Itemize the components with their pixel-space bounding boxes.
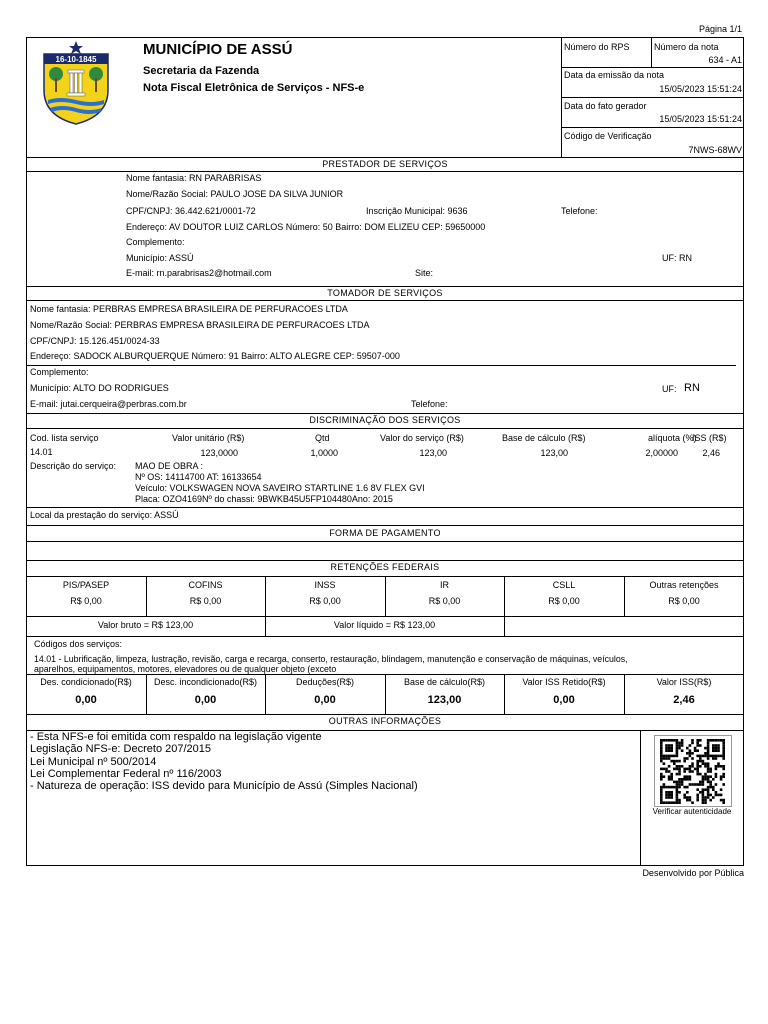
secretariat: Secretaria da Fazenda: [143, 65, 260, 77]
outras-section-title: OUTRAS INFORMAÇÕES: [328, 716, 442, 726]
emissao-value: 15/05/2023 15:51:24: [659, 84, 742, 94]
col-base-calculo: Base de cálculo (R$): [502, 433, 586, 443]
tomador-telefone: Telefone:: [411, 399, 448, 409]
prestador-municipio: Município: ASSÚ: [126, 253, 194, 263]
retencoes-section-title: RETENÇÕES FEDERAIS: [330, 562, 440, 572]
val-aliquota: 2,00000: [645, 448, 678, 458]
col-qtd: Qtd: [315, 433, 330, 443]
tomador-fantasia: Nome fantasia: PERBRAS EMPRESA BRASILEIRA DE PERFURACOES LTDA: [30, 304, 348, 314]
retencao-pis-value: R$ 0,00: [70, 596, 102, 606]
page-number: Página 1/1: [698, 24, 742, 34]
frame-bottom: [26, 865, 744, 866]
val-iss: 2,46: [702, 448, 720, 458]
tomador-endereco: Endereço: SADOCK ALBURQUERQUE Número: 91 Bairro: ALTO ALEGRE CEP: 59507-000: [30, 351, 400, 361]
rps-label: Número do RPS: [564, 42, 630, 52]
descricao-line: Nº OS: 14114700 AT: 16133654: [135, 472, 262, 482]
svg-text:16-10-1845: 16-10-1845: [55, 55, 97, 64]
line: [640, 730, 641, 865]
discriminacao-section-title: DISCRIMINAÇÃO DOS SERVIÇOS: [309, 415, 461, 425]
prestador-inscricao: Inscrição Municipal: 9636: [366, 206, 468, 216]
prestador-uf: UF: RN: [662, 253, 692, 263]
retencao-ir-label: IR: [440, 580, 449, 590]
col-iss: ISS (R$): [692, 433, 727, 443]
outras-line: Lei Municipal nº 500/2014: [30, 756, 157, 768]
col-valor-unitario: Valor unitário (R$): [172, 433, 245, 443]
tomador-municipio: Município: ALTO DO RODRIGUES: [30, 383, 169, 393]
verificacao-label: Código de Verificação: [564, 131, 652, 141]
total-des-condicionado-value: 0,00: [75, 694, 97, 706]
footer-credit: Desenvolvido por Pública: [642, 868, 744, 878]
retencao-outras-value: R$ 0,00: [668, 596, 700, 606]
total-desc-incondicionado-value: 0,00: [194, 694, 217, 706]
outras-line: - Esta NFS-e foi emitida com respaldo na legislação vigente: [30, 731, 322, 743]
col-valor-servico: Valor do serviço (R$): [380, 433, 464, 443]
verificacao-code: 7NWS-68WV: [688, 145, 742, 155]
verificar-autenticidade-link[interactable]: Verificar autenticidade: [652, 807, 732, 816]
prestador-fantasia: Nome fantasia: RN PARABRISAS: [126, 173, 262, 183]
prestador-telefone: Telefone:: [561, 206, 598, 216]
descricao-line: Veículo: VOLKSWAGEN NOVA SAVEIRO STARTLINE 1.6 8V FLEX GVI: [135, 483, 425, 493]
total-valor-iss-label: Valor ISS(R$): [656, 677, 712, 687]
valor-liquido: Valor líquido = R$ 123,00: [333, 620, 436, 630]
total-desc-incondicionado-label: Desc. incondicionado(R$): [153, 677, 258, 687]
line: [26, 171, 744, 172]
prestador-email: E-mail: rn.parabrisas2@hotmail.com: [126, 268, 272, 278]
descricao-line: MAO DE OBRA :: [135, 461, 204, 471]
retencao-inss-label: INSS: [314, 580, 336, 590]
frame-top: [26, 37, 744, 38]
coat-of-arms-icon: [40, 40, 112, 126]
total-deducoes-value: 0,00: [314, 694, 336, 706]
line: [26, 507, 744, 508]
total-deducoes-label: Deduções(R$): [295, 677, 355, 687]
prestador-razao: Nome/Razão Social: PAULO JOSE DA SILVA JUNIOR: [126, 189, 344, 199]
line: [561, 127, 744, 128]
retencao-pis-label: PIS/PASEP: [62, 580, 110, 590]
codigos-line: aparelhos, equipamentos, motores, elevadores ou de qualquer objeto (exceto: [34, 664, 337, 674]
retencao-csll-value: R$ 0,00: [548, 596, 580, 606]
prestador-cpf: CPF/CNPJ: 36.442.621/0001-72: [126, 206, 256, 216]
outras-line: - Natureza de operação: ISS devido para Município de Assú (Simples Nacional): [30, 780, 418, 792]
tomador-uf-value: RN: [684, 382, 700, 394]
local-prestacao: Local da prestação do serviço: ASSÚ: [30, 510, 179, 520]
line: [26, 541, 744, 542]
total-base-calculo-label: Base de cálculo(R$): [403, 677, 486, 687]
tomador-email: E-mail: jutai.cerqueira@perbras.com.br: [30, 399, 187, 409]
total-iss-retido-value: 0,00: [553, 694, 575, 706]
line: [26, 300, 744, 301]
tomador-razao: Nome/Razão Social: PERBRAS EMPRESA BRASILEIRA DE PERFURACOES LTDA: [30, 320, 370, 330]
tomador-cpf: CPF/CNPJ: 15.126.451/0024-33: [30, 336, 160, 346]
codigos-title: Códigos dos serviços:: [34, 639, 123, 649]
municipality-title: MUNICÍPIO DE ASSÚ: [143, 41, 293, 58]
col-aliquota: alíquota (%): [648, 433, 697, 443]
emissao-label: Data da emissão da nota: [564, 70, 665, 80]
line: [26, 365, 736, 366]
retencao-csll-label: CSLL: [552, 580, 576, 590]
line: [561, 97, 744, 98]
descricao-line: Placa: OZO4169Nº do chassi: 9BWKB45U5FP104480Ano: 2015: [135, 494, 393, 504]
valor-bruto: Valor bruto = R$ 123,00: [97, 620, 194, 630]
total-valor-iss-value: 2,46: [673, 694, 695, 706]
line: [26, 636, 744, 637]
line: [26, 428, 744, 429]
fato-label: Data do fato gerador: [564, 101, 647, 111]
fato-value: 15/05/2023 15:51:24: [659, 114, 742, 124]
outras-line: Legislação NFS-e: Decreto 207/2015: [30, 743, 211, 755]
descricao-label: Descrição do serviço:: [30, 461, 117, 471]
val-valor-servico: 123,00: [419, 448, 447, 458]
nota-label: Número da nota: [654, 42, 719, 52]
retencao-inss-value: R$ 0,00: [309, 596, 341, 606]
outras-line: Lei Complementar Federal nº 116/2003: [30, 768, 222, 780]
qr-code[interactable]: [654, 735, 732, 807]
total-des-condicionado-label: Des. condicionado(R$): [40, 677, 132, 687]
retencao-cofins-value: R$ 0,00: [189, 596, 222, 606]
col-cod-lista: Cod. lista serviço: [30, 433, 99, 443]
prestador-endereco: Endereço: AV DOUTOR LUIZ CARLOS Número: 50 Bairro: DOM ELIZEU CEP: 59650000: [126, 222, 486, 232]
codigos-line: 14.01 - Lubrificação, limpeza, lustração, revisão, carga e recarga, conserto, restauração, blindagem, manutenção e conservação de máquinas, veículos,: [34, 654, 628, 664]
val-base-calculo: 123,00: [540, 448, 568, 458]
rps-divider: [651, 37, 652, 67]
line: [561, 67, 744, 68]
nota-value: 634 - A1: [708, 55, 742, 65]
prestador-site: Site:: [415, 268, 434, 278]
total-base-calculo-value: 123,00: [427, 694, 462, 706]
tomador-complemento: Complemento:: [30, 367, 89, 377]
prestador-section-title: PRESTADOR DE SERVIÇOS: [322, 159, 448, 169]
retencao-ir-value: R$ 0,00: [428, 596, 461, 606]
val-valor-unitario: 123,0000: [200, 448, 238, 458]
retencao-outras-label: Outras retenções: [649, 580, 719, 590]
line: [26, 616, 744, 617]
retencao-cofins-label: COFINS: [188, 580, 223, 590]
val-qtd: 1,0000: [310, 448, 338, 458]
tomador-uf-label: UF:: [662, 384, 677, 394]
pagamento-section-title: FORMA DE PAGAMENTO: [329, 528, 441, 538]
total-iss-retido-label: Valor ISS Retido(R$): [522, 677, 606, 687]
document-title: Nota Fiscal Eletrônica de Serviços - NFS-e: [143, 82, 365, 94]
val-cod-lista: 14.01: [30, 447, 53, 457]
prestador-complemento: Complemento:: [126, 237, 185, 247]
tomador-section-title: TOMADOR DE SERVIÇOS: [327, 288, 443, 298]
